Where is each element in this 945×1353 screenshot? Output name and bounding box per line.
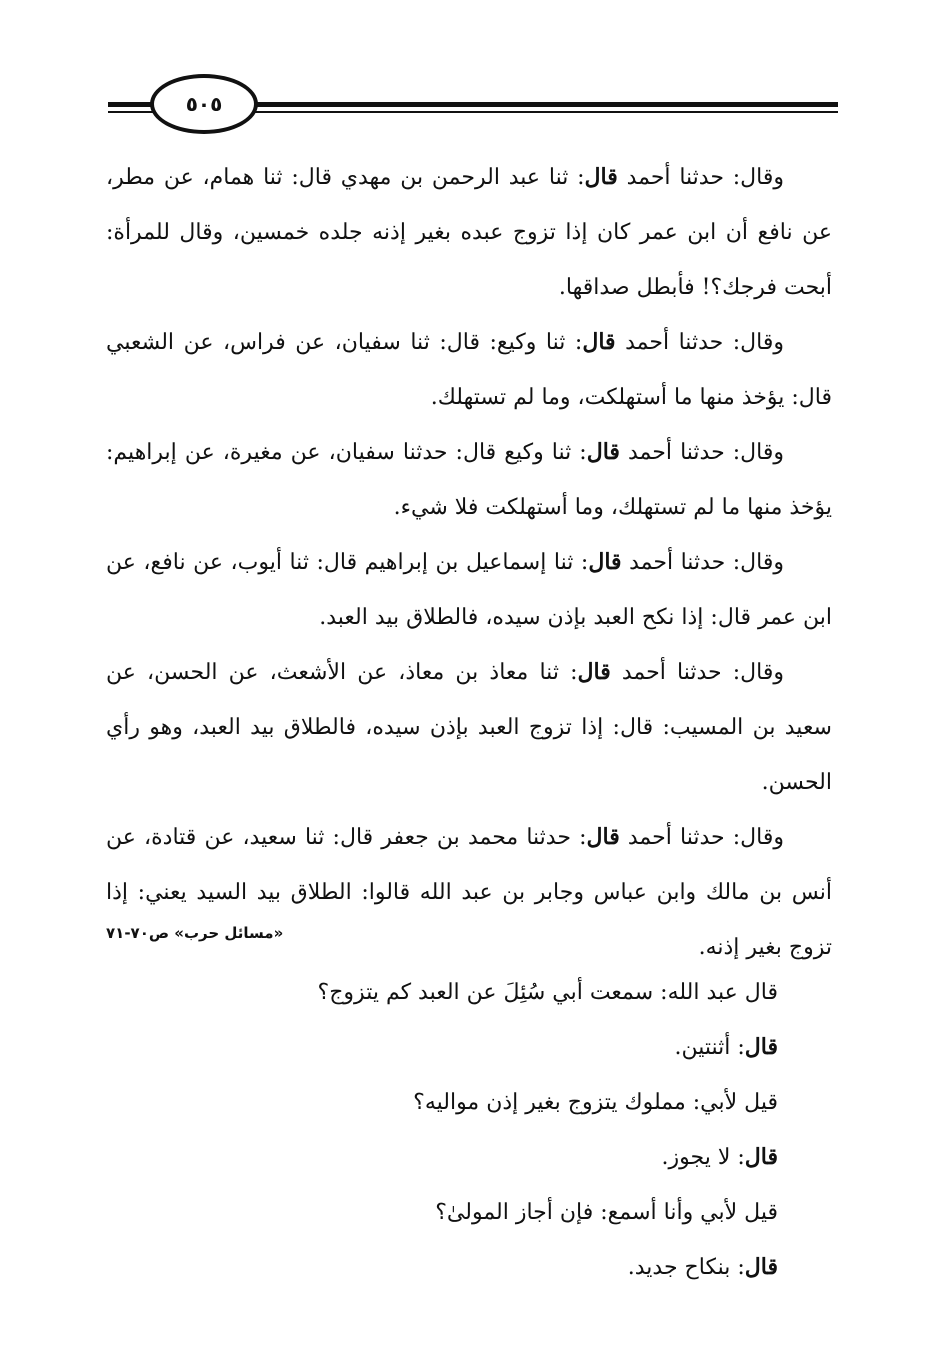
page-number-badge [150,74,258,134]
qa-line: قيل لأبي: مملوك يتزوج بغير إذن مواليه؟ [413,1090,778,1115]
paragraph: وقال: حدثنا أحمد قال: حدثنا محمد بن جعفر قال: ثنا سعيد، عن قتادة، عن أنس بن مالك وابن عباس وجابر بن عبد الله قالوا: الطلاق بيد السيد يعني: إذا تزوج بغير إذنه. [106,824,832,960]
paragraph: وقال: حدثنا أحمد قال: ثنا وكيع: قال: ثنا سفيان، عن فراس، عن الشعبي قال: يؤخذ منها ما أستهلكت، وما لم تستهلك. [106,329,832,410]
page-number: ٥٠٥ [185,92,223,116]
paragraph: وقال: حدثنا أحمد قال: ثنا وكيع قال: حدثنا سفيان، عن مغيرة، عن إبراهيم: يؤخذ منها ما لم تستهلك، وما أستهلكت فلا شيء. [106,439,832,520]
page-header [108,70,838,140]
qa-line: قال عبد الله: سمعت أبي سُئِلَ عن العبد كم يتزوج؟ [317,980,778,1005]
paragraph: وقال: حدثنا أحمد قال: ثنا إسماعيل بن إبراهيم قال: ثنا أيوب، عن نافع، عن ابن عمر قال: إذا نكح العبد بإذن سيده، فالطلاق بيد العبد. [106,549,832,630]
paragraph: وقال: حدثنا أحمد قال: ثنا عبد الرحمن بن مهدي قال: ثنا همام، عن مطر، عن نافع أن ابن عمر كان إذا تزوج عبده بغير إذنه جلده خمسين، وقال للمرأة: أبحت فرجك؟! فأبطل صداقها. [106,164,832,300]
qa-line: قال: بنكاح جديد. [627,1254,778,1280]
qa-line: قيل لأبي وأنا أسمع: فإن أجاز المولىٰ؟ [435,1200,778,1225]
paragraph: وقال: حدثنا أحمد قال: ثنا معاذ بن معاذ، عن الأشعث، عن الحسن، عن سعيد بن المسيب: قال: إذا تزوج العبد بإذن سيده، فالطلاق بيد العبد، وهو رأي الحسن. [106,659,832,795]
qa-line: قال: أثنتين. [674,1034,778,1060]
qa-section [106,965,778,1295]
main-text [106,150,832,975]
source-citation: «مسائل حرب» ص٧٠-٧١ [106,924,284,942]
qa-line: قال: لا يجوز. [661,1144,778,1170]
